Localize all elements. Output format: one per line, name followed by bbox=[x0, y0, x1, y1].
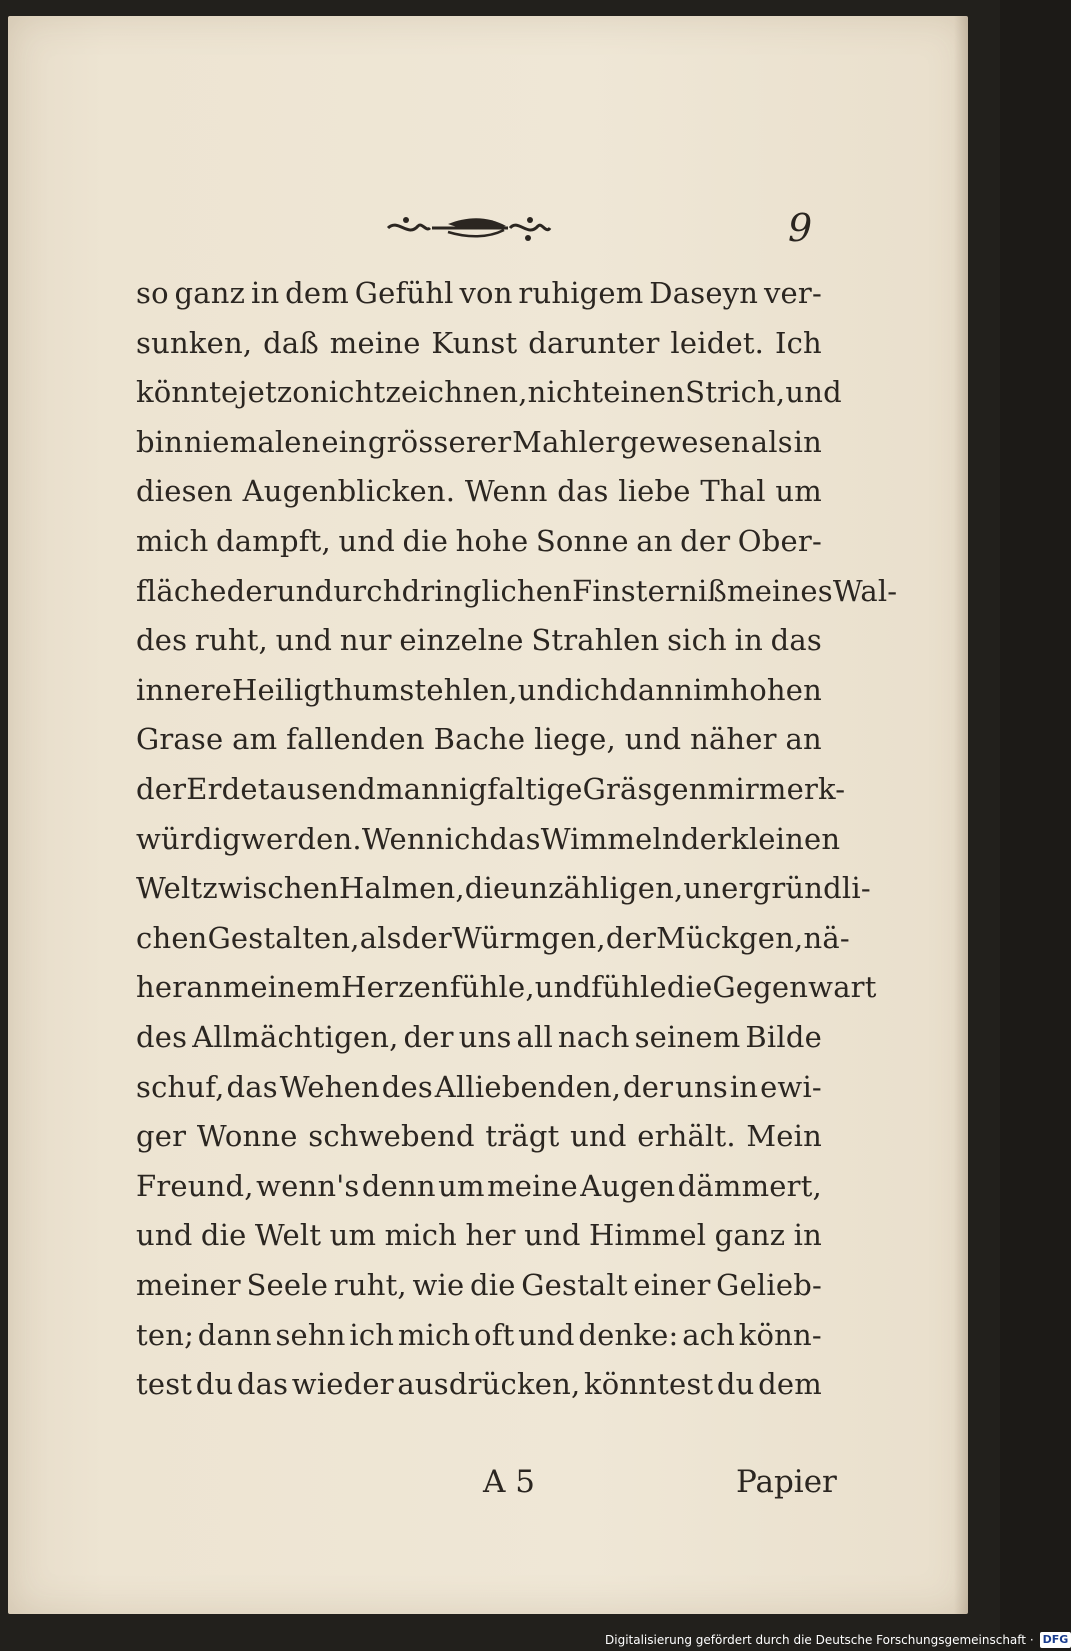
text-line: ger Wonne schwebend trägt und erhält. Mein bbox=[136, 1119, 822, 1153]
text-line: so ganz in dem Gefühl von ruhigem Daseyn ver- bbox=[136, 276, 822, 310]
text-line: her an meinem Herzen fühle, und fühle die Gegenwart bbox=[136, 970, 877, 1004]
text-line: des ruht, und nur einzelne Strahlen sich in das bbox=[136, 623, 822, 657]
text-line: ten; dann sehn ich mich oft und denke: ach könn- bbox=[136, 1318, 822, 1352]
signature-mark: A 5 bbox=[483, 1464, 535, 1500]
book-page bbox=[8, 16, 968, 1614]
text-line: schuf, das Wehen des Alliebenden, der uns in ewi- bbox=[136, 1070, 822, 1104]
text-line: des Allmächtigen, der uns all nach seinem Bilde bbox=[136, 1020, 822, 1054]
catchword: Papier bbox=[736, 1464, 837, 1500]
text-line: Freund, wenn's denn um meine Augen dämmert, bbox=[136, 1169, 822, 1203]
text-line: bin niemalen ein grösserer Mahler gewesen als in bbox=[136, 425, 822, 459]
text-line: würdig werden. Wenn ich das Wimmeln der kleinen bbox=[136, 822, 841, 856]
dfg-logo: DFG bbox=[1040, 1632, 1071, 1648]
text-line: meiner Seele ruht, wie die Gestalt einer Gelieb- bbox=[136, 1268, 822, 1302]
text-line: Welt zwischen Halmen, die unzähligen, unergründli- bbox=[136, 871, 871, 905]
text-line: mich dampft, und die hohe Sonne an der Ober- bbox=[136, 524, 822, 558]
digitization-credit bbox=[605, 1630, 1071, 1650]
text-line: Grase am fallenden Bache liege, und näher an bbox=[136, 722, 822, 756]
text-line: sunken, daß meine Kunst darunter leidet. Ich bbox=[136, 326, 822, 360]
text-line: der Erde tausend mannigfaltige Gräsgen mir merk- bbox=[136, 772, 846, 806]
text-line: könnte jetzo nicht zeichnen, nicht einen Strich, und bbox=[136, 375, 842, 409]
text-line: fläche der undurchdringlichen Finsterniß meines Wal- bbox=[136, 574, 898, 608]
text-line: und die Welt um mich her und Himmel ganz in bbox=[136, 1218, 822, 1252]
ornament-divider-icon bbox=[378, 204, 558, 252]
text-line: chen Gestalten, als der Würmgen, der Mückgen, nä- bbox=[136, 921, 850, 955]
credit-text: Digitalisierung gefördert durch die Deutsche Forschungsgemeinschaft · bbox=[605, 1633, 1034, 1647]
text-line: innere Heiligthum stehlen, und ich dann im hohen bbox=[136, 673, 822, 707]
text-line: diesen Augenblicken. Wenn das liebe Thal um bbox=[136, 474, 822, 508]
text-line: test du das wieder ausdrücken, könntest du dem bbox=[136, 1367, 822, 1401]
page-number: 9 bbox=[788, 206, 813, 250]
